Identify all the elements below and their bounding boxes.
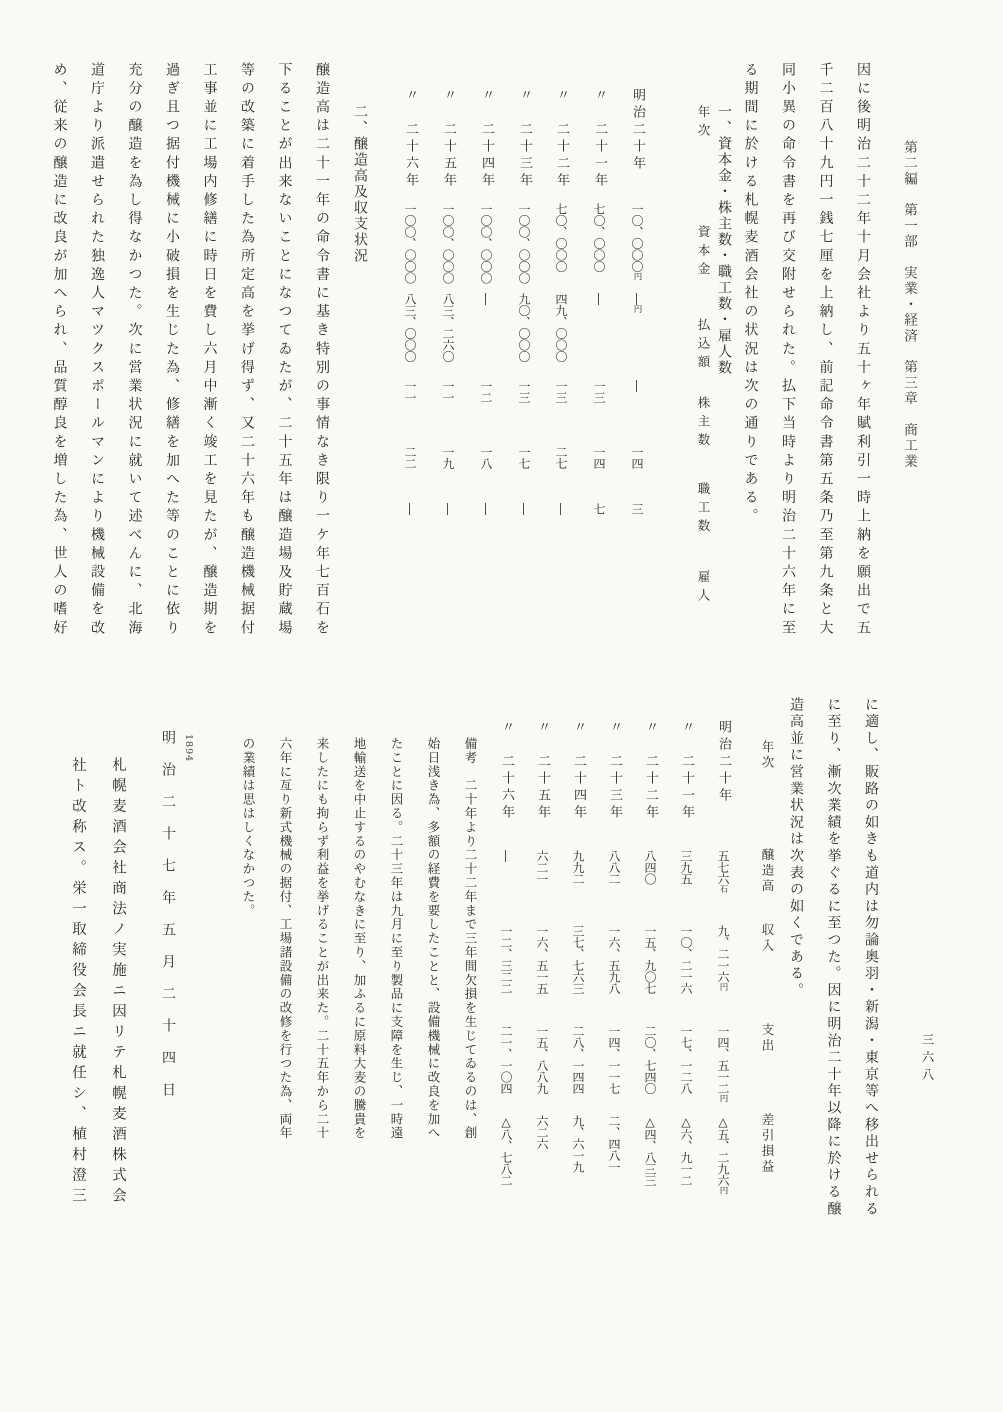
- col-header-year: 年次: [760, 740, 775, 771]
- cell-brew-output: 九九二: [571, 850, 585, 885]
- cell-year: 〃 二十三年: [607, 720, 622, 822]
- text-line: 下ることが出来ないことになつてゐたが、二十五年は醸造場及貯蔵場: [276, 62, 293, 639]
- text-line: 工事並に工場内修繕に時日を費し六月中漸く竣工を見たが、醸造期を: [201, 62, 218, 639]
- text-line: に至り、漸次業績を挙ぐるに至つた。因に明治二十年以降に於ける醸: [825, 697, 842, 1218]
- unit-yen: 円: [718, 1186, 728, 1195]
- text-line: 来したにも拘らず利益を挙げることが出来た。二十五年から二十: [315, 737, 330, 1141]
- section-heading-2: 二、醸造高及収支状況: [352, 104, 368, 264]
- cell-capital: 一〇、〇〇〇円: [630, 203, 644, 281]
- cell-paid-in: ―: [479, 293, 493, 305]
- cell-shareholders: 一一: [403, 380, 417, 403]
- cell-year: 〃 二十六年: [403, 88, 418, 190]
- cell-year: 〃 二十四年: [571, 720, 586, 822]
- cell-income: 九、二一六円: [716, 925, 730, 992]
- table-row: [469, 85, 495, 597]
- col-header-brew-output: 醸造高: [760, 848, 775, 895]
- western-year-annotation: 1894: [183, 734, 194, 763]
- text-line: 六年に亙り新式機械の据付、工場諸設備の改修を行つた為、両年: [278, 737, 293, 1141]
- table-row: [597, 715, 623, 1215]
- cell-employees: ―: [441, 503, 455, 515]
- col-header-shareholders: 株主数: [696, 396, 711, 452]
- table-row: [582, 85, 608, 597]
- cell-shareholders: 一一: [441, 380, 455, 403]
- text-line: 因に後明治二十二年十月会社より五十ヶ年賦利引一時上納を願出で五: [855, 62, 871, 639]
- text-line: 同小異の命令書を再び交附せられた。払下当時より明治二十六年に至: [780, 62, 796, 639]
- cell-factory-workers: 一九: [441, 446, 455, 469]
- cell-factory-workers: 二二: [403, 446, 417, 469]
- cell-year: 〃 二十二年: [554, 88, 569, 190]
- cell-income: 一五、九〇七: [643, 925, 657, 994]
- cell-balance: 九、六一九: [571, 1115, 585, 1173]
- cell-capital: 一〇〇、〇〇〇: [441, 203, 455, 284]
- cell-shareholders: 一三: [554, 380, 568, 403]
- cell-expense: 一五、八八九: [535, 1025, 549, 1094]
- cell-shareholders: 一三: [517, 380, 531, 403]
- text-line: たことに因る。二十三年は九月に至り製品に支障を生じ、一時遠: [389, 737, 404, 1141]
- cell-factory-workers: 二七: [554, 446, 568, 469]
- cell-employees: ―: [479, 503, 493, 515]
- col-header-year: 年次: [696, 105, 711, 142]
- cell-capital: 七〇、〇〇〇: [554, 203, 568, 272]
- text-line: 道庁より派遣せられた独逸人マツクスポールマンにより機械設備を改: [89, 62, 105, 639]
- cell-capital: 一〇〇、〇〇〇: [403, 203, 417, 284]
- col-header-capital: 資本金: [696, 225, 711, 281]
- table2-header-column: [750, 715, 776, 1215]
- cell-brew-output: 五七六石: [716, 850, 730, 894]
- text-line: 過ぎ且つ据付機械に小破損を生じた為、修繕を加へた等のことに依り: [164, 62, 180, 639]
- cell-shareholders: 一二: [479, 380, 493, 403]
- page-number: 三六八: [920, 1033, 935, 1086]
- table1-header-column: [686, 85, 712, 607]
- unit-yen: 円: [718, 982, 728, 992]
- col-header-paid-in: 払込額: [696, 318, 711, 374]
- col-header-income: 収入: [760, 923, 775, 954]
- text-line: る期間に於ける札幌麦酒会社の状況は次の通りである。: [742, 62, 759, 527]
- text-line: 充分の醸造を為し得なかつた。次に営業状況に就いて述べんに、北海: [126, 62, 143, 639]
- text-line: 備考 二十年より二十二年まで三年間欠損を生じてゐるのは、創: [463, 737, 478, 1141]
- cell-paid-in: ―: [592, 293, 606, 305]
- cell-balance: 六二六: [535, 1115, 549, 1150]
- cell-capital: 一〇〇、〇〇〇: [479, 203, 493, 284]
- table-row: [507, 85, 533, 597]
- cell-balance: △六、九一二: [679, 1115, 693, 1186]
- cell-year: 〃 二十四年: [479, 88, 494, 190]
- cell-brew-output: 八四〇: [643, 850, 657, 885]
- cell-capital: 七〇、〇〇〇: [592, 203, 606, 272]
- cell-paid-in: 八三、〇〇〇: [403, 293, 417, 362]
- cell-employees: ―: [403, 503, 417, 515]
- table-row: [393, 85, 419, 597]
- cell-income: 一二、三二二: [499, 925, 513, 994]
- cell-brew-output: 八八二: [607, 850, 621, 885]
- cell-year: 明治二十年: [630, 88, 645, 173]
- paragraph-top-intro: [729, 62, 881, 664]
- cell-expense: 二一、一〇四: [499, 1025, 513, 1094]
- col-header-expense: 支出: [760, 1023, 775, 1054]
- unit-koku: 石: [718, 884, 728, 894]
- cell-balance: △五、二九六円: [716, 1115, 730, 1195]
- cell-income: 一六、五九八: [607, 925, 621, 994]
- table-row: [561, 715, 587, 1215]
- table-row: [633, 715, 659, 1215]
- cell-employees: 三: [630, 503, 644, 515]
- cell-year: 〃 二十三年: [517, 88, 532, 190]
- cell-paid-in: ―円: [630, 293, 644, 314]
- cell-capital: 一〇〇、〇〇〇: [517, 203, 531, 284]
- text-line: 社ト改称ス。栄一取締役会長ニ就任シ、植村澄三: [70, 757, 86, 1208]
- paragraph-brewing: [36, 62, 340, 664]
- table-row: [620, 85, 646, 597]
- cell-year: 〃 二十五年: [535, 720, 550, 822]
- col-header-balance: 差引損益: [760, 1113, 775, 1175]
- section-heading-1: 一、資本金・株主数・職工数・雇人数: [716, 104, 732, 376]
- text-line: 札幌麦酒会社商法ノ実施ニ因リテ札幌麦酒株式会: [110, 757, 126, 1208]
- cell-balance: △八、七八二: [499, 1115, 513, 1186]
- text-line: 等の改築に着手した為所定高を挙げ得ず、又二十六年も醸造機械据付: [239, 62, 255, 639]
- unit-yen: 円: [632, 272, 642, 281]
- remarks-note: [227, 737, 489, 1167]
- cell-expense: 一四、一一七: [607, 1025, 621, 1094]
- cell-factory-workers: 一四: [630, 446, 644, 469]
- capital-shareholders-table: [382, 85, 714, 607]
- cell-income: 一六、五一五: [535, 925, 549, 994]
- text-line: 地輸送を中止するのやむなきに至り、加ふるに原料大麦の騰貴を: [352, 737, 367, 1141]
- company-rename-note: [54, 757, 138, 1232]
- cell-balance: △四、八三三: [643, 1115, 657, 1186]
- cell-balance: 二、四八一: [607, 1115, 621, 1173]
- text-line: 醸造高は二十一年の命令書に基き特別の事情なき限り一ケ年七百石を: [314, 62, 330, 639]
- cell-factory-workers: 一四: [592, 446, 606, 469]
- cell-paid-in: 九〇、〇〇〇: [517, 293, 531, 362]
- cell-expense: 二八、一四四: [571, 1025, 585, 1094]
- cell-employees: ―: [517, 503, 531, 515]
- cell-shareholders: ―: [630, 380, 644, 392]
- cell-year: 明治二十年: [716, 720, 731, 805]
- text-line: 千二百八十九円一銭七厘を上納し、前記命令書第五条乃至第九条と大: [817, 62, 834, 639]
- cell-year: 〃 二十六年: [499, 720, 514, 822]
- table-row: [489, 715, 515, 1215]
- date-heading: 明治二十七年五月二十四日: [160, 730, 176, 1114]
- cell-factory-workers: 一八: [479, 446, 493, 469]
- text-line: の業績は思はしくなかつた。: [241, 737, 256, 918]
- cell-year: 〃 二十五年: [441, 88, 456, 190]
- unit-yen: 円: [718, 1094, 728, 1103]
- table-row: [706, 715, 732, 1215]
- cell-paid-in: 四九、〇〇〇: [554, 293, 568, 362]
- text-line: 始日浅き為、多額の経費を要したことと、設備機械に改良を加へ: [426, 737, 441, 1141]
- cell-employees: ―: [554, 503, 568, 515]
- cell-factory-workers: 一七: [517, 446, 531, 469]
- unit-yen: 円: [632, 304, 642, 314]
- table-row: [544, 85, 570, 597]
- cell-shareholders: 一三: [592, 380, 606, 403]
- cell-expense: 二〇、七四〇: [643, 1025, 657, 1094]
- table-row: [431, 85, 457, 597]
- cell-year: 〃 二十一年: [592, 88, 607, 190]
- cell-expense: 一七、一二八: [679, 1025, 693, 1094]
- table-row: [669, 715, 695, 1215]
- cell-paid-in: 八三、二六〇: [441, 293, 455, 362]
- col-header-factory-workers: 職工数: [696, 482, 711, 538]
- output-balance-table: [478, 715, 780, 1215]
- cell-expense: 一四、五一二円: [716, 1025, 730, 1103]
- paragraph-sales: [773, 697, 889, 1242]
- text-line: 造高並に営業状況は次表の如くである。: [788, 697, 804, 1000]
- cell-income: 一〇、二一六: [679, 925, 693, 994]
- text-line: に適し、販路の如きも道内は勿論奥羽・新潟・東京等へ移出せられる: [863, 697, 879, 1218]
- cell-year: 〃 二十二年: [643, 720, 658, 822]
- col-header-employees: 雇人: [696, 570, 711, 607]
- cell-brew-output: 三九五: [679, 850, 693, 885]
- cell-brew-output: ―: [499, 850, 513, 862]
- table-row: [525, 715, 551, 1215]
- cell-year: 〃 二十一年: [679, 720, 694, 822]
- cell-employees: 七: [592, 503, 606, 515]
- text-line: め、従来の醸造に改良が加へられ、品質醇良を増した為、世人の嗜好: [51, 62, 68, 639]
- cell-income: 三七、七六三: [571, 925, 585, 994]
- cell-brew-output: 六二一: [535, 850, 549, 885]
- chapter-header: 第二編 第一部 実業・経済 第三章 商工業: [901, 140, 917, 470]
